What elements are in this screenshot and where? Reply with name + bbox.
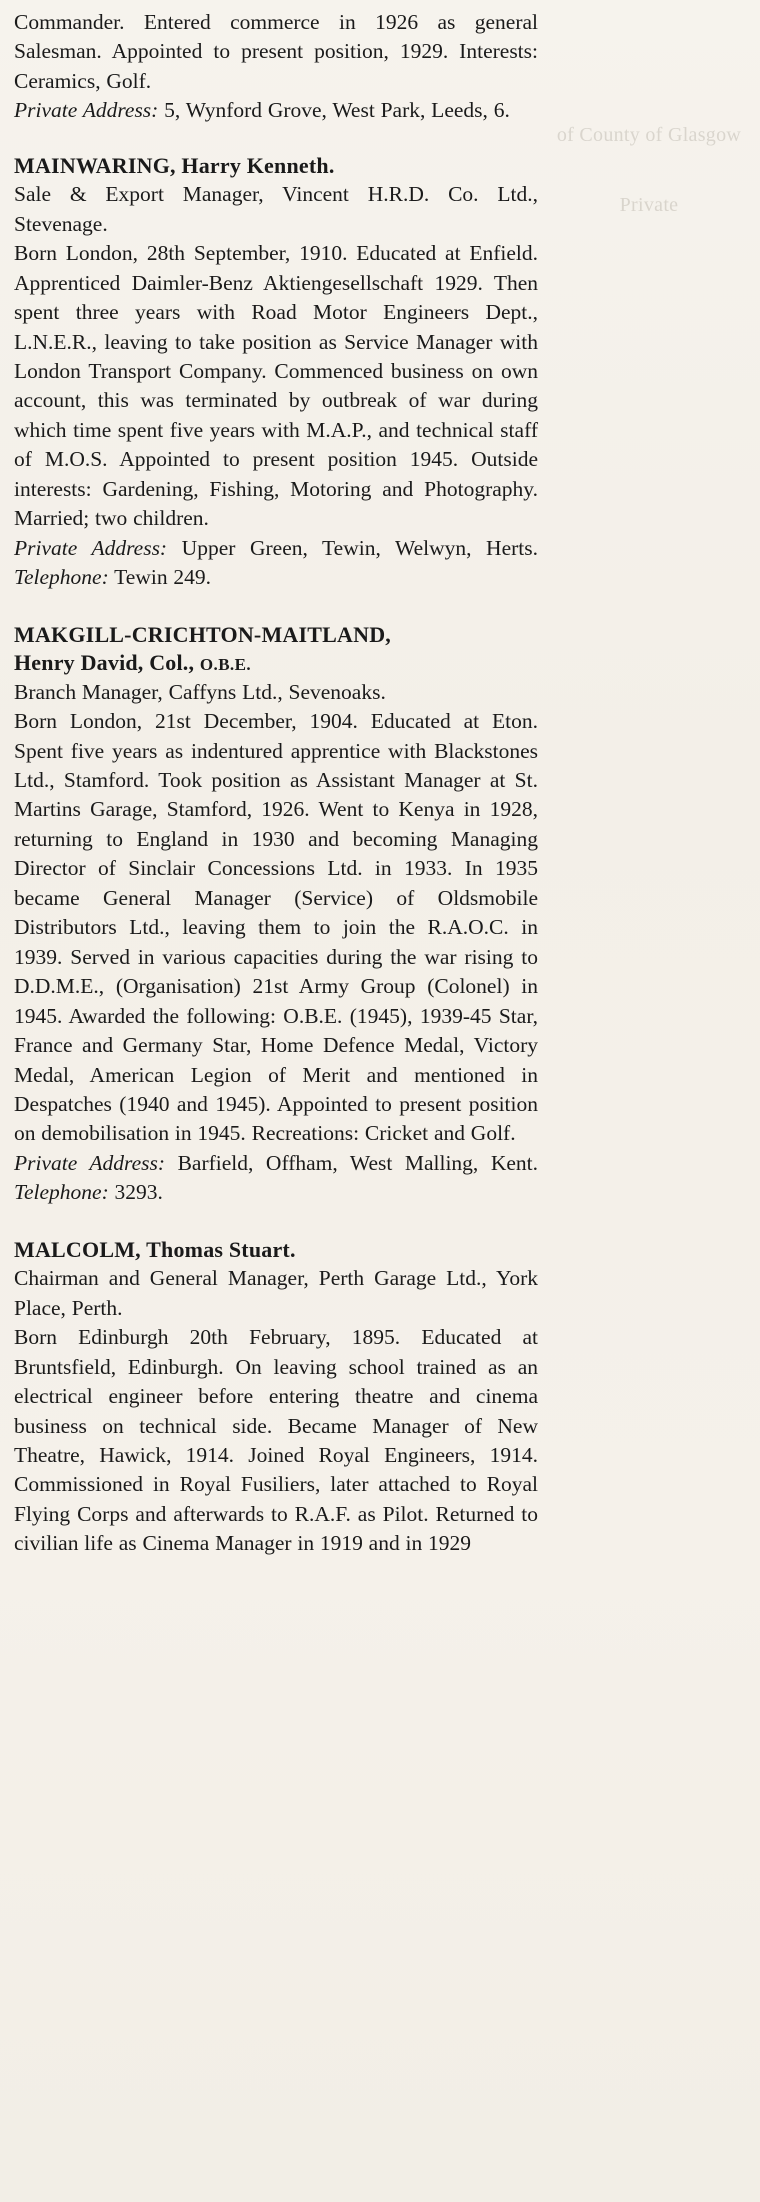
entry-role: Sale & Export Manager, Vincent H.R.D. Co. Ltd., Stevenage. <box>14 182 538 236</box>
entry-body: Born London, 28th September, 1910. Educated at Enfield. Apprenticed Daimler-Benz Aktiengesellschaft 1929. Then spent three years with Road Motor Engineers Dept., L.N.E.R., leaving to take position as Service Manager with London Transport Company. Commenced business on own account, this was terminated by outbreak of war during which time spent five years with M.A.P., and technical staff of M.O.S. Appointed to present position 1945. Outside interests: Gardening, Fishing, Motoring and Photography. Married; two children. <box>14 241 538 531</box>
entry-name-continued: Henry David, Col., <box>14 650 195 676</box>
continuation-body: Commander. Entered commerce in 1926 as general Salesman. Appointed to present position, 1929. Interests: Ceramics, Golf. <box>14 10 538 93</box>
continuation-address <box>14 96 538 125</box>
entry-name: MALCOLM, Thomas Stuart. <box>14 1236 296 1262</box>
entry-name-line-2 <box>14 649 538 677</box>
entry-address <box>14 1149 538 1208</box>
show-through-text <box>544 120 754 234</box>
entry-malcolm <box>14 1236 538 1559</box>
address-label: Private Address: <box>14 98 159 123</box>
entry-makgill-crichton-maitland <box>14 621 538 1208</box>
entry-role: Chairman and General Manager, Perth Garage Ltd., York Place, Perth. <box>14 1266 538 1320</box>
entry-body: Born Edinburgh 20th February, 1895. Educated at Bruntsfield, Edinburgh. On leaving school trained as an electrical engineer before entering theatre and cinema business on technical side. Became Manager of New Theatre, Hawick, 1914. Joined Royal Engineers, 1914. Commissioned in Royal Fusiliers, later attached to Royal Flying Corps and afterwards to R.A.F. as Pilot. Returned to civilian life as Cinema Manager in 1919 and in 1929 <box>14 1325 538 1556</box>
telephone-text: 3293. <box>108 1180 163 1205</box>
entry-name: MAKGILL-CRICHTON-MAITLAND, <box>14 621 391 647</box>
entry-continuation <box>14 8 538 126</box>
address-text: Barfield, Offham, West Malling, Kent. <box>165 1150 538 1175</box>
address-text: 5, Wynford Grove, West Park, Leeds, 6. <box>158 98 510 123</box>
entry-mainwaring <box>14 152 538 593</box>
show-through-line-1: of County of Glasgow <box>556 124 742 146</box>
entry-address <box>14 534 538 593</box>
entry-name: MAINWARING, Harry Kenneth. <box>14 152 335 178</box>
entry-body: Born London, 21st December, 1904. Educated at Eton. Spent five years as indentured apprentice with Blackstones Ltd., Stamford. Took position as Assistant Manager at St. Martins Garage, Stamford, 1926. Went to Kenya in 1928, returning to England in 1930 and becoming Managing Director of Sinclair Concessions Ltd. in 1933. In 1935 became General Manager (Service) of Oldsmobile Distributors Ltd., leaving them to join the R.A.O.C. in 1939. Served in various capacities during the war rising to D.D.M.E., (Organisation) 21st Army Group (Colonel) in 1945. Awarded the following: O.B.E. (1945), 1939-45 Star, France and Germany Star, Home Defence Medal, Victory Medal, American Legion of Merit and mentioned in Despatches (1940 and 1945). Appointed to present position on demobilisation in 1945. Recreations: Cricket and Golf. <box>14 709 538 1146</box>
text-column <box>14 8 538 1559</box>
telephone-label: Telephone: <box>14 565 109 590</box>
entry-role: Branch Manager, Caffyns Ltd., Sevenoaks. <box>14 679 386 704</box>
telephone-label: Telephone: <box>14 1180 109 1205</box>
entry-honours: O.B.E. <box>199 655 251 675</box>
address-text: Upper Green, Tewin, Welwyn, Herts. <box>167 535 539 560</box>
address-label: Private Address: <box>14 535 168 560</box>
show-through-line-2: Private <box>619 194 679 216</box>
telephone-text: Tewin 249. <box>108 565 212 590</box>
address-label: Private Address: <box>14 1150 166 1175</box>
